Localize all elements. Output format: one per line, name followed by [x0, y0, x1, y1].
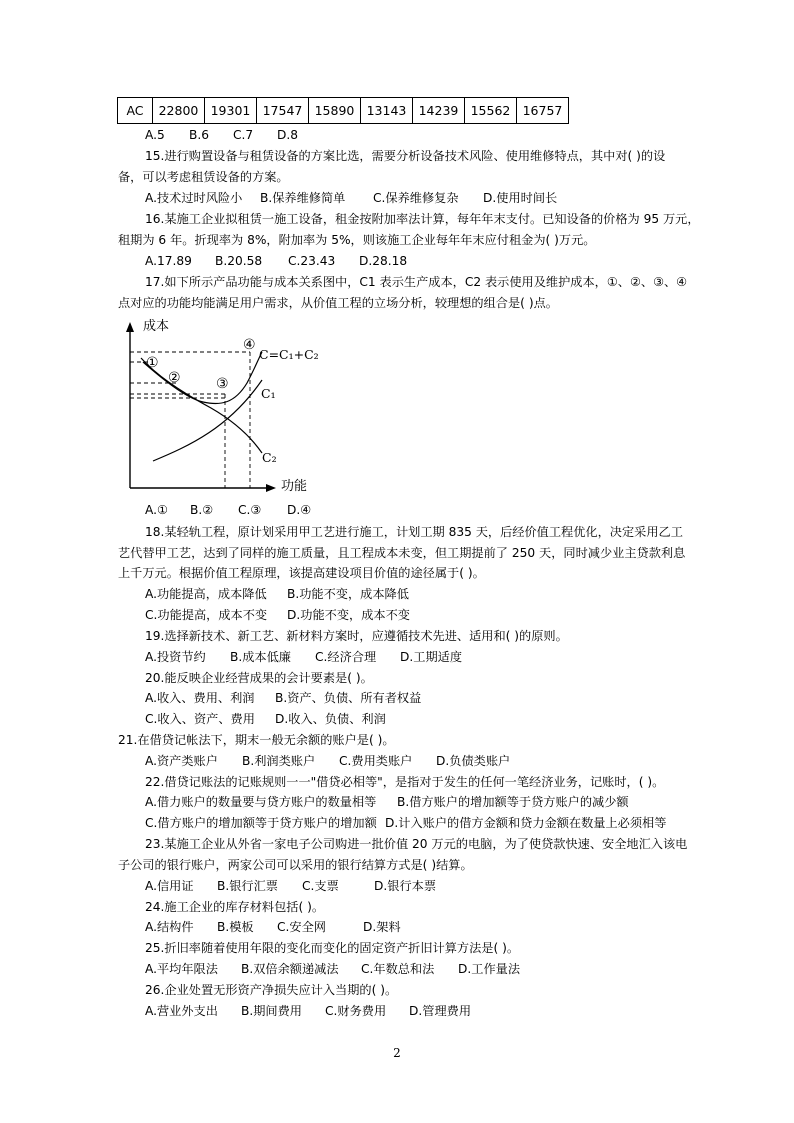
- point-1-label: ①: [146, 355, 159, 371]
- option: B.资产、负债、所有者权益: [275, 691, 422, 705]
- option: A.17.89: [145, 254, 192, 268]
- table-row: [118, 98, 569, 124]
- y-axis-arrow: [126, 322, 134, 332]
- option: D.银行本票: [374, 879, 437, 893]
- option: A.收入、费用、利润: [145, 691, 255, 705]
- total-cost-label: C=C₁+C₂: [259, 347, 319, 362]
- q20-options: [145, 690, 421, 706]
- c1-label: C₁: [261, 386, 276, 401]
- option: B.②: [190, 503, 214, 517]
- q25-options: [145, 961, 520, 977]
- option: A.技术过时风险小: [145, 191, 243, 205]
- option: A.信用证: [145, 879, 194, 893]
- guide-lines: [130, 352, 250, 488]
- option: A.5: [145, 128, 165, 142]
- table-cell: 17547: [257, 98, 309, 124]
- option: C.保养维修复杂: [373, 191, 459, 205]
- table-cell: AC: [118, 98, 153, 124]
- q23-stem-cont: 子公司的银行账户，两家公司可以采用的银行结算方式是( )结算。: [118, 858, 473, 872]
- q19-stem: 19.选择新技术、新工艺、新材料方案时，应遵循技术先进、适用和( )的原则。: [145, 629, 568, 643]
- table-cell: 16757: [517, 98, 569, 124]
- q24-options: [145, 919, 401, 935]
- q22-options: [145, 794, 629, 810]
- option: B.双倍余额递减法: [241, 962, 339, 976]
- q18-options: [145, 586, 409, 602]
- option: D.功能不变，成本不变: [287, 608, 410, 622]
- option: D.架料: [363, 920, 401, 934]
- table-cell: 15562: [465, 98, 517, 124]
- option: C.支票: [302, 879, 339, 893]
- q15-stem-cont: 备，可以考虑租赁设备的方案。: [118, 170, 289, 184]
- point-3-label: ③: [216, 376, 229, 392]
- total-cost-curve: [143, 352, 262, 404]
- function-cost-chart: [121, 318, 321, 498]
- q26-options: [145, 1003, 471, 1019]
- option: D.使用时间长: [483, 191, 558, 205]
- q16-stem: 16.某施工企业拟租赁一施工设备，租金按附加率法计算，每年年末支付。已知设备的价格为 95 万元，: [145, 212, 700, 226]
- option: C.经济合理: [315, 650, 377, 664]
- table-cell: 15890: [309, 98, 361, 124]
- option: A.投资节约: [145, 650, 206, 664]
- option: B.20.58: [215, 254, 263, 268]
- point-4-label: ④: [243, 337, 256, 353]
- q25-stem: 25.折旧率随着使用年限的变化而变化的固定资产折旧计算方法是( )。: [145, 941, 520, 955]
- x-axis-arrow: [266, 484, 276, 492]
- option: C.③: [238, 503, 262, 517]
- q18-options: [145, 607, 410, 623]
- q21-options: [145, 753, 510, 769]
- q15-options: [145, 190, 557, 206]
- option: C.年数总和法: [361, 962, 435, 976]
- option: D.8: [277, 128, 299, 142]
- option: C.借方账户的增加额等于贷方账户的增加额: [145, 816, 377, 830]
- option: D.工作量法: [458, 962, 521, 976]
- option: D.负债类账户: [436, 754, 511, 768]
- option: B.6: [189, 128, 209, 142]
- option: C.7: [233, 128, 254, 142]
- option: D.④: [287, 503, 312, 517]
- table-cell: 19301: [205, 98, 257, 124]
- option: A.借力账户的数量要与贷方账户的数量相等: [145, 795, 377, 809]
- table-cell: 13143: [361, 98, 413, 124]
- option: B.成本低廉: [230, 650, 291, 664]
- option: C.功能提高，成本不变: [145, 608, 268, 622]
- option: B.借方账户的增加额等于贷方账户的减少额: [397, 795, 629, 809]
- q16-stem-cont: 租期为 6 年。折现率为 8%，附加率为 5%，则该施工企业每年年末应付租金为( )万元。: [118, 233, 596, 247]
- c2-label: C₂: [262, 450, 277, 465]
- option: A.营业外支出: [145, 1004, 218, 1018]
- table-cell: 14239: [413, 98, 465, 124]
- point-2-label: ②: [168, 370, 181, 386]
- x-axis-label: 功能: [281, 479, 308, 494]
- q15-stem: 15.进行购置设备与租赁设备的方案比选，需要分析设备技术风险、使用维修特点，其中对( )的设: [145, 149, 666, 163]
- q22-options: [145, 815, 666, 831]
- option: A.平均年限法: [145, 962, 218, 976]
- option: C.费用类账户: [339, 754, 413, 768]
- q23-stem: 23.某施工企业从外省一家电子公司购进一批价值 20 万元的电脑，为了使贷款快速、安全地汇入该电: [145, 837, 688, 851]
- option: C.安全网: [277, 920, 326, 934]
- c1-curve: [153, 380, 262, 461]
- q23-options: [145, 878, 436, 894]
- q16-options: [145, 253, 407, 269]
- q19-options: [145, 649, 462, 665]
- option: A.①: [145, 503, 168, 517]
- q20-options: [145, 711, 386, 727]
- q24-stem: 24.施工企业的库存材料包括( )。: [145, 900, 325, 914]
- option: B.保养维修简单: [260, 191, 346, 205]
- option: B.期间费用: [241, 1004, 302, 1018]
- y-axis-label: 成本: [143, 319, 170, 334]
- q17-options: [145, 502, 311, 518]
- option: D.工期适度: [400, 650, 463, 664]
- page-number: 2: [393, 1046, 401, 1060]
- cost-table: [117, 97, 569, 124]
- q17-stem: 17.如下所示产品功能与成本关系图中，C1 表示生产成本，C2 表示使用及维护成本，①、②、③、④: [145, 275, 688, 289]
- option: D.计入账户的借方金额和贷力金额在数量上必须相等: [385, 816, 667, 830]
- option: B.银行汇票: [217, 879, 278, 893]
- q14-options: [145, 127, 298, 143]
- q18-stem-cont: 上千万元。根据价值工程原理，该提高建设项目价值的途径属于( )。: [118, 566, 485, 580]
- q17-stem-cont: 点对应的功能均能满足用户需求，从价值工程的立场分析，较理想的组合是( )点。: [118, 296, 558, 310]
- option: A.结构件: [145, 920, 194, 934]
- option: D.收入、负债、利润: [275, 712, 386, 726]
- option: C.23.43: [288, 254, 336, 268]
- option: B.利润类账户: [242, 754, 316, 768]
- q18-stem: 18.某轻轨工程，原计划采用甲工艺进行施工，计划工期 835 天，后经价值工程优化，决定采用乙工: [145, 525, 683, 539]
- option: A.功能提高，成本降低: [145, 587, 267, 601]
- option: D.28.18: [359, 254, 408, 268]
- option: B.模板: [217, 920, 254, 934]
- option: B.功能不变，成本降低: [287, 587, 409, 601]
- option: C.收入、资产、费用: [145, 712, 255, 726]
- q26-stem: 26.企业处置无形资产净损失应计入当期的( )。: [145, 983, 398, 997]
- q18-stem-cont: 艺代替甲工艺，达到了同样的施工质量，且工程成本未变，但工期提前了 250 天，同时减少业主贷款利息: [118, 546, 686, 560]
- option: A.资产类账户: [145, 754, 218, 768]
- option: C.财务费用: [325, 1004, 387, 1018]
- q22-stem: 22.借贷记账法的记账规则一一"借贷必相等"，是指对于发生的任何一笔经济业务，记账时，( )。: [145, 775, 665, 789]
- option: D.管理费用: [409, 1004, 472, 1018]
- c2-curve: [141, 358, 262, 453]
- q21-stem: 21.在借贷记帐法下，期末一般无余额的账户是( )。: [118, 733, 395, 747]
- q20-stem: 20.能反映企业经营成果的会计要素是( )。: [145, 671, 373, 685]
- table-cell: 22800: [153, 98, 205, 124]
